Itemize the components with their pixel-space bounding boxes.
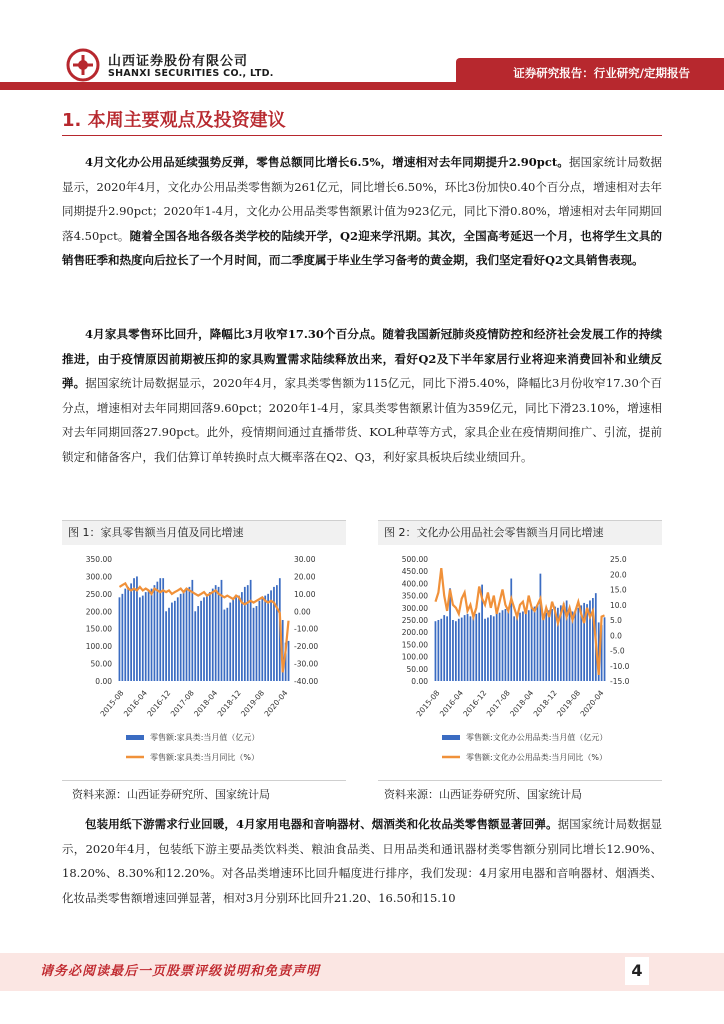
bar-mark: [226, 608, 228, 681]
y-right-tick-label: 15.0: [610, 585, 627, 595]
section-title: 1. 本周主要观点及投资建议: [62, 110, 286, 131]
paragraph-packaging: [62, 812, 662, 910]
bar-mark: [467, 614, 469, 681]
bar-mark: [472, 615, 474, 681]
bar-mark: [229, 603, 231, 681]
bar-mark: [548, 610, 550, 681]
bar-mark: [127, 587, 129, 681]
x-tick-label: 2018-12: [215, 688, 243, 719]
bar-mark: [224, 610, 226, 681]
y-right-tick-label: -5.0: [610, 646, 625, 656]
bar-mark: [446, 616, 448, 681]
bar-mark: [186, 589, 188, 681]
bar-mark: [288, 641, 290, 681]
bar-mark: [194, 611, 196, 681]
bar-mark: [130, 583, 132, 681]
bar-mark: [145, 592, 147, 681]
bar-mark: [154, 585, 156, 681]
para3-body: 据国家统计局数据显示，2020年4月，包装纸下游主要品类饮料类、粮油食品类、日用品类和通讯器材类零售额分别同比增长12.90%、18.20%、8.30%和12.20%。对各品类增速环比回升幅度进行排序，我们发现：4月家用电器和音响器材、烟酒类、化妆品类零售额增速回弹显著，相对3月分别环比回升21.20、16.50和15.10: [62, 817, 663, 905]
y-right-tick-label: 20.00: [294, 572, 316, 582]
y-right-tick-label: 30.00: [294, 555, 316, 564]
bar-mark: [452, 620, 454, 681]
bar-mark: [218, 587, 220, 681]
bar-mark: [276, 585, 278, 681]
y-right-tick-label: 0.00: [294, 607, 311, 617]
paragraph-furniture: [62, 322, 662, 470]
bar-mark: [461, 618, 463, 681]
y-left-tick-label: 250.00: [85, 589, 112, 599]
figure-2-source-rule: [378, 780, 662, 781]
bar-mark: [470, 616, 472, 681]
y-right-tick-label: -20.00: [294, 642, 319, 652]
para1-bold-conclusion: 随着全国各地各级各类学校的陆续开学，Q2迎来学汛期。其次，全国高考延迟一个月，也将学生文具的销售旺季和热度向后拉长了一个月时间，而二季度属于毕业生学习备考的黄金期，我们坚定看好Q2文具销售表现。: [62, 228, 663, 268]
bar-mark: [519, 613, 521, 681]
legend-line-label: 零售额:家具类:当月同比（%）: [150, 753, 259, 762]
bar-mark: [267, 594, 269, 681]
bar-mark: [458, 619, 460, 681]
bar-mark: [502, 610, 504, 681]
y-left-tick-label: 350.00: [401, 591, 428, 601]
figure-1-chart: [62, 549, 346, 775]
bar-mark: [247, 585, 249, 681]
bar-mark: [171, 603, 173, 681]
bar-mark: [531, 608, 533, 681]
bar-mark: [191, 580, 193, 681]
x-tick-label: 2018-04: [192, 688, 220, 719]
figure-1-panel: [62, 520, 346, 777]
bar-mark: [270, 590, 272, 681]
bar-mark: [174, 601, 176, 681]
bar-mark: [490, 615, 492, 681]
y-left-tick-label: 300.00: [85, 572, 112, 582]
bar-mark: [534, 607, 536, 681]
bar-mark: [513, 616, 515, 681]
x-tick-label: 2020-04: [262, 688, 290, 719]
legend-bar-swatch: [442, 735, 460, 740]
bar-mark: [507, 608, 509, 681]
bar-mark: [437, 620, 439, 681]
figure-1-caption: 图 1：家具零售额当月值及同比增速: [62, 521, 346, 545]
legend-bar-label: 零售额:家具类:当月值（亿元）: [150, 733, 260, 742]
bar-mark: [522, 611, 524, 681]
bar-mark: [139, 597, 141, 681]
legend-bar-label: 零售额:文化办公用品类:当月值（亿元）: [466, 733, 608, 742]
x-tick-label: 2017-08: [168, 688, 196, 719]
bar-mark: [455, 621, 457, 681]
x-tick-label: 2016-04: [437, 688, 465, 719]
bar-mark: [551, 609, 553, 681]
bar-mark: [124, 589, 126, 681]
x-tick-label: 2016-04: [121, 688, 149, 719]
y-left-tick-label: 0.00: [95, 677, 112, 686]
page-header: [0, 0, 724, 90]
x-tick-label: 2020-04: [578, 688, 606, 719]
x-tick-label: 2018-04: [508, 688, 536, 719]
y-right-tick-label: 10.0: [610, 600, 627, 610]
bar-mark: [563, 603, 565, 681]
page-number: 4: [625, 957, 649, 985]
y-right-tick-label: -30.00: [294, 659, 319, 669]
bar-mark: [133, 578, 135, 681]
bar-mark: [159, 578, 161, 681]
bar-mark: [440, 619, 442, 681]
y-left-tick-label: 50.00: [406, 664, 428, 674]
bar-mark: [232, 599, 234, 681]
y-left-tick-label: 350.00: [85, 555, 112, 564]
bar-mark: [435, 621, 437, 681]
bar-mark: [253, 608, 255, 681]
y-right-tick-label: -10.0: [610, 661, 630, 671]
figure-1-source: 资料来源：山西证券研究所、国家统计局: [72, 788, 270, 801]
figure-1-source-rule: [62, 780, 346, 781]
bar-mark: [264, 596, 266, 681]
bar-mark: [540, 574, 542, 681]
bar-mark: [505, 609, 507, 681]
report-type-tab: 证券研究报告：行业研究/定期报告: [456, 58, 724, 88]
bar-mark: [604, 617, 606, 681]
y-left-tick-label: 50.00: [90, 659, 112, 669]
x-tick-label: 2015-08: [414, 688, 442, 719]
y-left-tick-label: 150.00: [401, 640, 428, 650]
y-right-tick-label: 25.0: [610, 555, 627, 564]
bar-mark: [209, 592, 211, 681]
x-tick-label: 2017-08: [484, 688, 512, 719]
figure-2-source: 资料来源：山西证券研究所、国家统计局: [384, 788, 582, 801]
bar-mark: [238, 596, 240, 681]
y-left-tick-label: 500.00: [401, 555, 428, 564]
bar-mark: [443, 615, 445, 681]
legend-line-label: 零售额:文化办公用品类:当月同比（%）: [466, 753, 607, 762]
bar-mark: [197, 606, 199, 681]
x-tick-label: 2019-08: [239, 688, 267, 719]
para2-body: 据国家统计局数据显示，2020年4月，家具类零售额为115亿元，同比下滑5.40%，降幅比3月份收窄17.30个百分点，增速相对去年同期回落9.60pct；2020年1-4月，家具类零售额累计值为359亿元，同比下滑23.10%，增速相对去年同期回落27.90pct。此外，疫情期间通过直播带货、KOL种草等方式，家具企业在疫情期间推广、引流，提前锁定和储备客户，我们估算订单转换时点大概率落在Q2、Q3，利好家具板块后续业绩回升。: [62, 376, 662, 464]
bar-mark: [162, 578, 164, 681]
figure-2-chart: [378, 549, 662, 775]
legend-bar-swatch: [126, 735, 144, 740]
bar-mark: [200, 601, 202, 681]
bar-mark: [475, 614, 477, 681]
x-tick-label: 2015-08: [98, 688, 126, 719]
bar-mark: [121, 594, 123, 681]
company-logo-icon: [66, 48, 100, 82]
figure-2-panel: [378, 520, 662, 777]
y-left-tick-label: 250.00: [401, 616, 428, 625]
y-left-tick-label: 100.00: [401, 652, 428, 662]
x-tick-label: 2018-12: [531, 688, 559, 719]
bar-mark: [261, 597, 263, 681]
y-left-tick-label: 150.00: [85, 624, 112, 634]
bar-mark: [575, 610, 577, 681]
company-name-cn: 山西证券股份有限公司: [108, 54, 249, 69]
bar-mark: [168, 608, 170, 681]
y-left-tick-label: 200.00: [85, 607, 112, 617]
bar-mark: [449, 588, 451, 681]
bar-mark: [241, 592, 243, 681]
y-left-tick-label: 200.00: [401, 628, 428, 638]
bar-mark: [577, 608, 579, 681]
y-right-tick-label: 20.0: [610, 570, 627, 580]
y-right-tick-label: -10.00: [294, 624, 319, 634]
x-tick-label: 2016-12: [145, 688, 173, 719]
x-tick-label: 2016-12: [461, 688, 489, 719]
bar-mark: [493, 616, 495, 681]
para3-bold-lead: 包装用纸下游需求行业回暖，4月家用电器和音响器材、烟酒类和化妆品类零售额显著回弹。: [85, 817, 558, 831]
bar-mark: [156, 582, 158, 681]
bar-mark: [478, 613, 480, 681]
bar-mark: [180, 594, 182, 681]
bar-mark: [148, 590, 150, 681]
bar-mark: [484, 619, 486, 681]
y-right-tick-label: 10.00: [294, 589, 316, 599]
bar-mark: [212, 589, 214, 681]
title-divider: [62, 135, 662, 136]
y-left-tick-label: 400.00: [401, 579, 428, 589]
bar-mark: [487, 618, 489, 681]
bar-mark: [525, 609, 527, 681]
bar-mark: [545, 613, 547, 681]
bar-mark: [206, 596, 208, 681]
bar-mark: [499, 613, 501, 681]
y-left-tick-label: 300.00: [401, 603, 428, 613]
bar-mark: [203, 597, 205, 681]
bar-mark: [496, 611, 498, 681]
bar-mark: [510, 579, 512, 681]
bar-mark: [235, 597, 237, 681]
y-right-tick-label: -15.0: [610, 677, 630, 686]
bar-mark: [250, 580, 252, 681]
paragraph-stationery: [62, 150, 662, 273]
para1-body: 据国家统计局数据显示，2020年4月，文化办公用品类零售额为261亿元，同比增长6.50%，环比3份加快0.40个百分点，增速相对去年同期提升2.90pct；2020年1-4月，文化办公用品类零售额累计值为923亿元，同比下滑0.80%，增速相对去年同期回落4.50pct。: [62, 155, 663, 243]
bar-mark: [259, 601, 261, 681]
bar-mark: [244, 587, 246, 681]
para1-bold-lead: 4月文化办公用品延续强势反弹，零售总额同比增长6.5%，增速相对去年同期提升2.90pct。: [85, 155, 569, 169]
bar-mark: [183, 590, 185, 681]
bar-mark: [142, 596, 144, 681]
figure-2-caption: 图 2：文化办公用品社会零售额当月同比增速: [378, 521, 662, 545]
x-tick-label: 2019-08: [555, 688, 583, 719]
bar-mark: [189, 587, 191, 681]
y-left-tick-label: 0.00: [411, 677, 428, 686]
bar-mark: [119, 597, 121, 681]
y-right-tick-label: 5.0: [610, 616, 622, 625]
bar-mark: [177, 597, 179, 681]
bar-mark: [256, 606, 258, 681]
bar-mark: [516, 615, 518, 681]
bar-mark: [151, 589, 153, 681]
bar-mark: [528, 610, 530, 681]
y-right-tick-label: -40.00: [294, 677, 319, 686]
bar-mark: [136, 576, 138, 681]
footer-disclaimer: 请务必阅读最后一页股票评级说明和免责声明: [40, 964, 321, 979]
bar-mark: [569, 608, 571, 681]
y-right-tick-label: 0.0: [610, 631, 622, 641]
para2-bold-lead: 4月家具零售环比回升，降幅比3月收窄17.30个百分点。随着我国新冠肺炎疫情防控和经济社会发展工作的持续推进，由于疫情原因前期被压抑的家具购置需求陆续释放出来，看好Q2及下半年家居行业将迎来消费回补和业绩反弹。: [62, 327, 662, 391]
bar-mark: [215, 585, 217, 681]
bar-mark: [537, 605, 539, 681]
bar-mark: [542, 614, 544, 681]
y-left-tick-label: 100.00: [85, 642, 112, 652]
company-name-en: SHANXI SECURITIES CO., LTD.: [108, 68, 274, 79]
bar-mark: [464, 615, 466, 681]
y-left-tick-label: 450.00: [401, 567, 428, 577]
bar-mark: [165, 611, 167, 681]
